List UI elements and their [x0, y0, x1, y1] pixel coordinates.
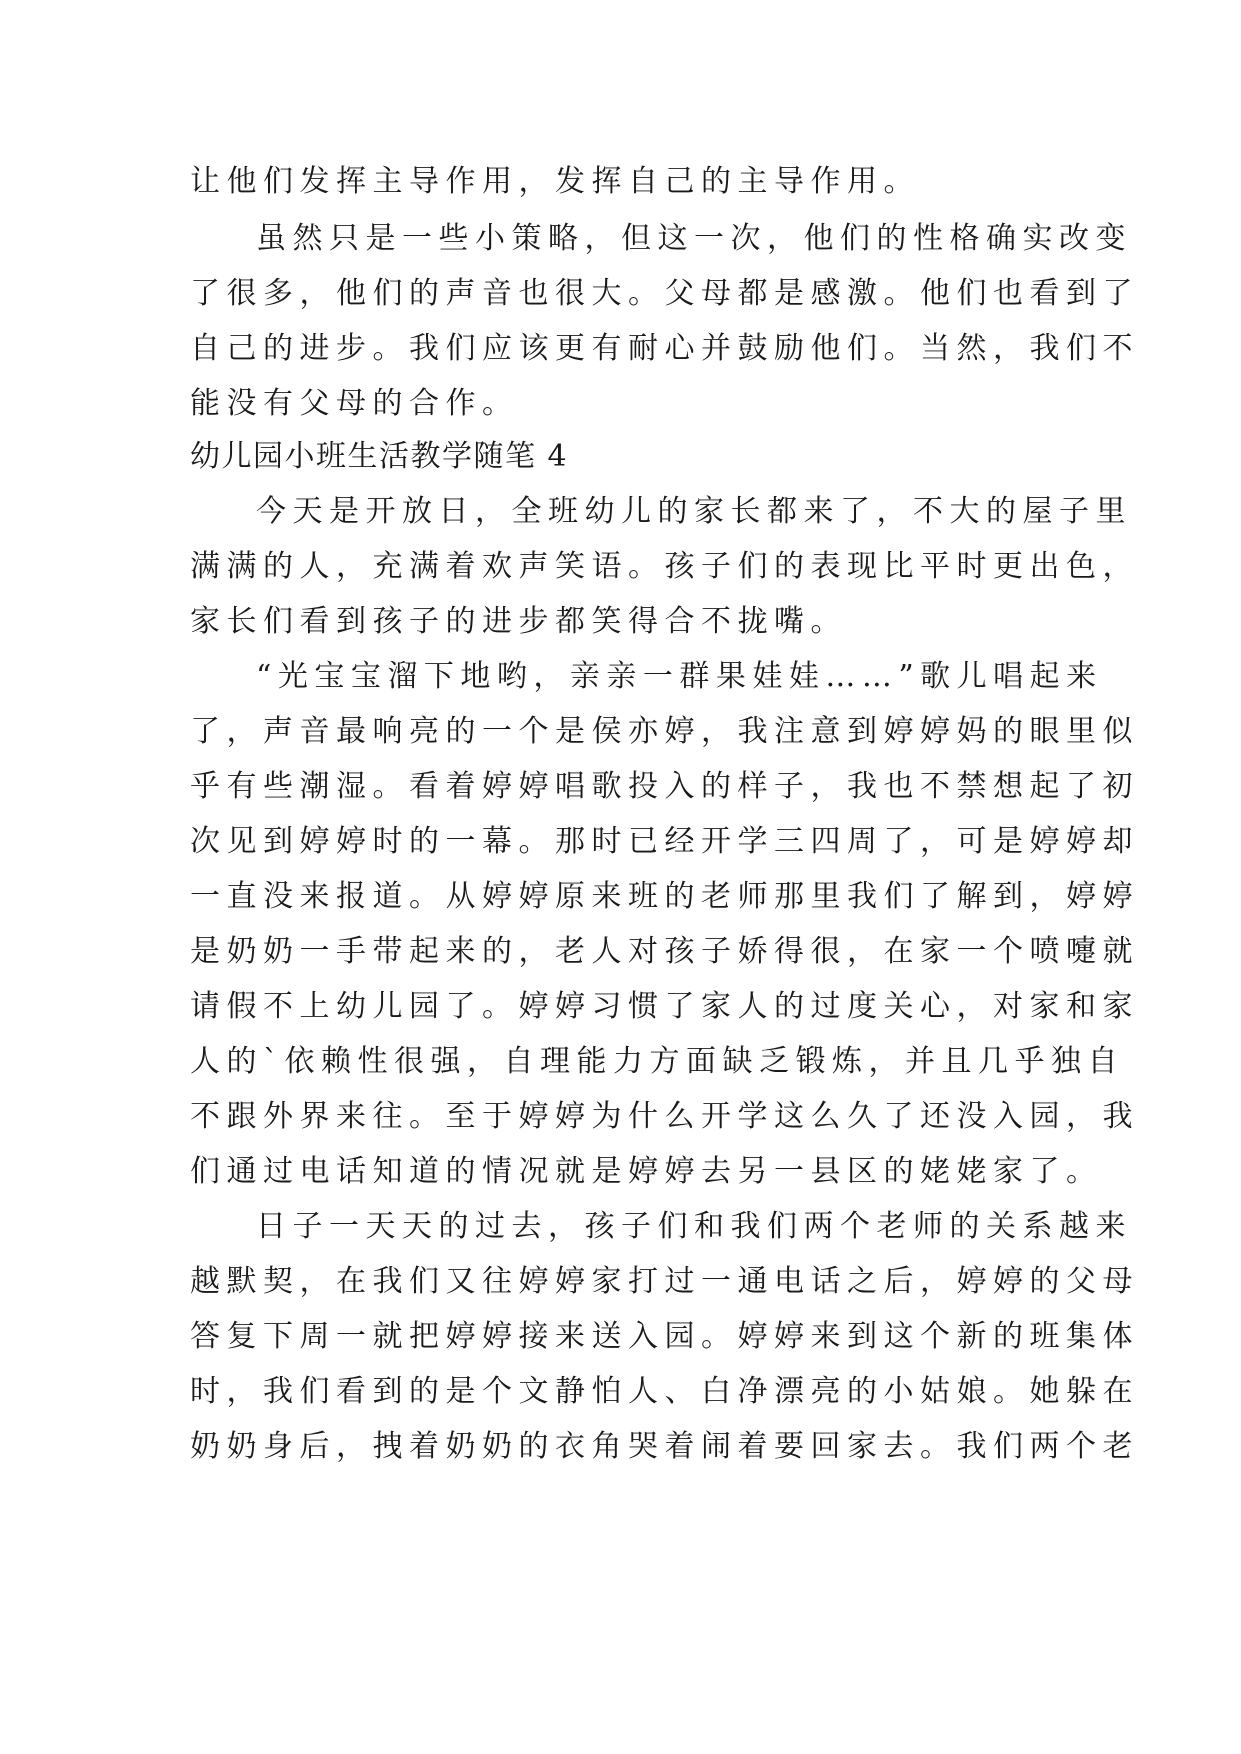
- text-line: 奶奶身后，拽着奶奶的衣角哭着闹着要回家去。我们两个老: [190, 1429, 1139, 1464]
- text-line: 们通过电话知道的情况就是婷婷去另一县区的姥姥家了。: [190, 1154, 1103, 1189]
- text-line: 自己的进步。我们应该更有耐心并鼓励他们。当然，我们不: [190, 331, 1139, 366]
- paragraph-first-line: 虽然只是一些小策略，但这一次，他们的性格确实改变: [256, 221, 1132, 256]
- text-line: 让他们发挥主导作用，发挥自己的主导作用。: [190, 164, 920, 199]
- text-line: 满满的人，充满着欢声笑语。孩子们的表现比平时更出色，: [190, 549, 1139, 584]
- text-line: 不跟外界来往。至于婷婷为什么开学这么久了还没入园，我: [190, 1099, 1139, 1134]
- text-line: 一直没来报道。从婷婷原来班的老师那里我们了解到，婷婷: [190, 879, 1139, 914]
- paragraph-first-line: 日子一天天的过去，孩子们和我们两个老师的关系越来: [256, 1209, 1132, 1244]
- text-line: 越默契，在我们又往婷婷家打过一通电话之后，婷婷的父母: [190, 1264, 1139, 1299]
- text-line: 次见到婷婷时的一幕。那时已经开学三四周了，可是婷婷却: [190, 824, 1139, 859]
- text-line: 了，声音最响亮的一个是侯亦婷，我注意到婷婷妈的眼里似: [190, 714, 1139, 749]
- section-heading: 幼儿园小班生活教学随笔 4: [190, 439, 569, 474]
- text-line: 请假不上幼儿园了。婷婷习惯了家人的过度关心，对家和家: [190, 989, 1139, 1024]
- text-line: 了很多，他们的声音也很大。父母都是感激。他们也看到了: [190, 276, 1139, 311]
- text-line: 答复下周一就把婷婷接来送入园。婷婷来到这个新的班集体: [190, 1319, 1139, 1354]
- text-line: 是奶奶一手带起来的，老人对孩子娇得很，在家一个喷嚏就: [190, 934, 1139, 969]
- text-line: 能没有父母的合作。: [190, 386, 519, 421]
- text-line: 家长们看到孩子的进步都笑得合不拢嘴。: [190, 604, 847, 639]
- text-line: 时，我们看到的是个文静怕人、白净漂亮的小姑娘。她躲在: [190, 1374, 1139, 1409]
- paragraph-first-line: “光宝宝溜下地哟，亲亲一群果娃娃……”歌儿唱起来: [256, 659, 1103, 694]
- paragraph-first-line: 今天是开放日，全班幼儿的家长都来了，不大的屋子里: [256, 494, 1132, 529]
- text-line: 人的`依赖性很强，自理能力方面缺乏锻炼，并且几乎独自: [190, 1044, 1124, 1079]
- text-line: 乎有些潮湿。看着婷婷唱歌投入的样子，我也不禁想起了初: [190, 769, 1139, 804]
